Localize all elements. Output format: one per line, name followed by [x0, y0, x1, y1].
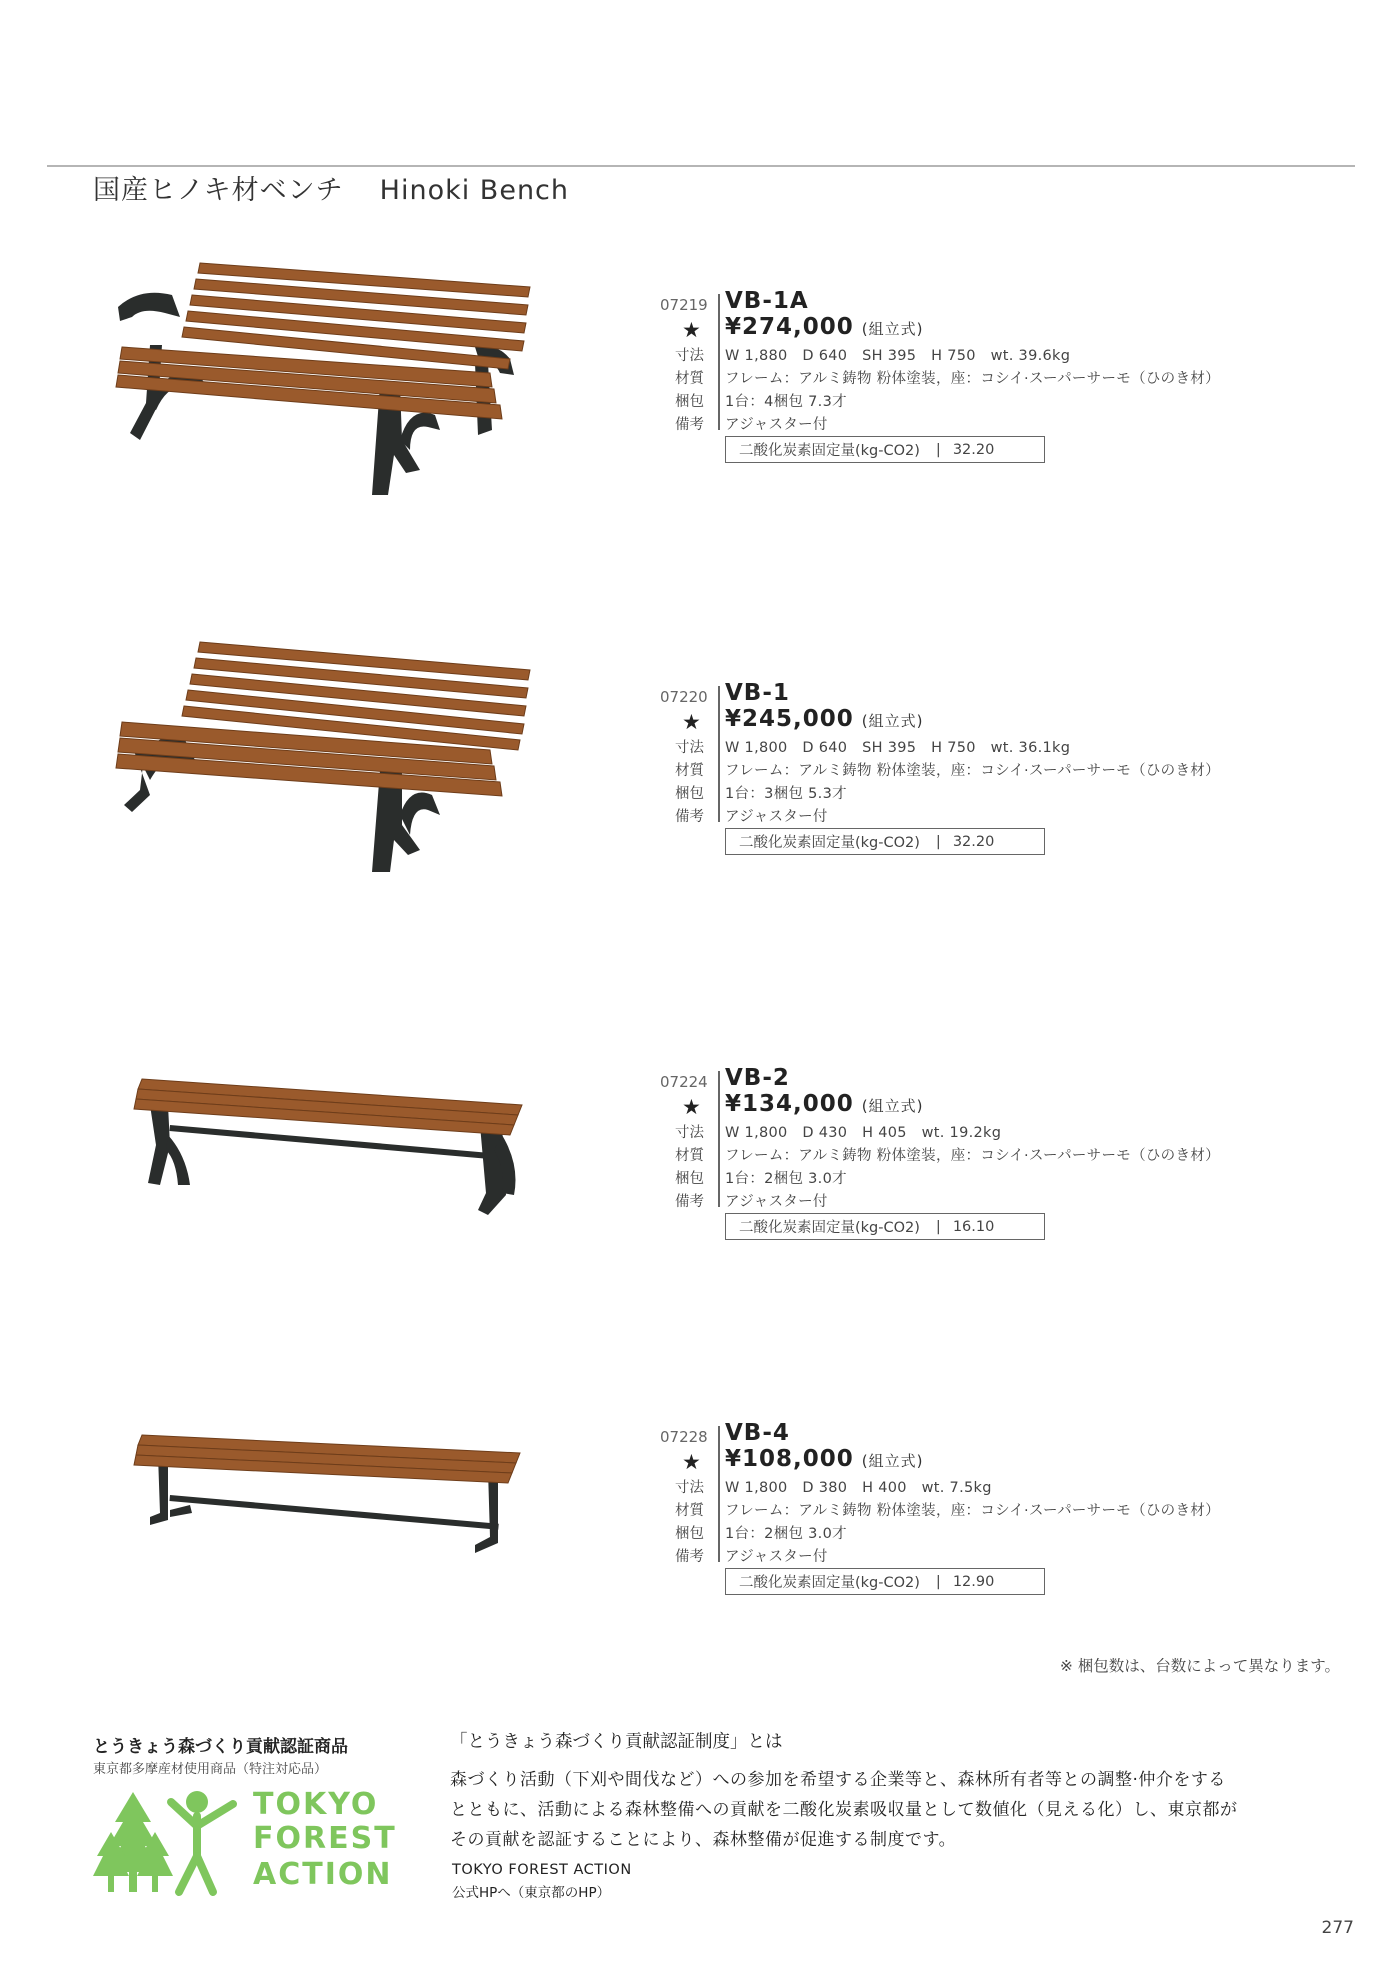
star-icon: ★: [682, 1095, 701, 1119]
top-rule: [47, 165, 1355, 167]
price-note: (組立式): [861, 320, 924, 338]
co2-value: 16.10: [952, 1218, 995, 1235]
price-value: ¥134,000: [725, 1091, 854, 1117]
logo-text-forest: FOREST: [253, 1821, 397, 1856]
divider: [718, 1426, 720, 1562]
size-value: W 1,800 D 640 SH 395 H 750 wt. 36.1kg: [725, 740, 1071, 756]
co2-separator: |: [935, 1218, 941, 1235]
material-value: フレーム：アルミ鋳物 粉体塗装，座：コシイ·スーパーサーモ（ひのき材）: [725, 371, 1220, 387]
packing-label: 梱包: [675, 394, 704, 410]
co2-separator: |: [935, 833, 941, 850]
product-code: 07224: [660, 1073, 708, 1091]
packing-label: 梱包: [675, 1526, 704, 1542]
price-value: ¥274,000: [725, 314, 854, 340]
remarks-value: アジャスター付: [725, 1549, 828, 1565]
remarks-label: 備考: [675, 417, 704, 433]
product-code: 07228: [660, 1428, 708, 1446]
remarks-label: 備考: [675, 1194, 704, 1210]
bench-image-vb-4: [130, 1425, 530, 1575]
page-title: [93, 168, 569, 207]
bench-image-vb-1: [110, 640, 540, 880]
packing-value: 1台：2梱包 3.0才: [725, 1526, 847, 1542]
co2-label: 二酸化炭素固定量(kg-CO2): [739, 1575, 920, 1591]
co2-label: 二酸化炭素固定量(kg-CO2): [739, 835, 920, 851]
star-icon: ★: [682, 710, 701, 734]
co2-label: 二酸化炭素固定量(kg-CO2): [739, 443, 920, 459]
co2-separator: |: [935, 1573, 941, 1590]
model-name: VB-1A: [725, 288, 809, 314]
material-value: フレーム：アルミ鋳物 粉体塗装，座：コシイ·スーパーサーモ（ひのき材）: [725, 1148, 1220, 1164]
divider: [718, 1071, 720, 1207]
bench-image-vb-1a: [110, 255, 540, 500]
cert-subtitle: 東京都多摩産材使用商品（特注対応品）: [93, 1762, 328, 1777]
size-label: 寸法: [675, 1125, 704, 1141]
price-value: ¥245,000: [725, 706, 854, 732]
material-value: フレーム：アルミ鋳物 粉体塗装，座：コシイ·スーパーサーモ（ひのき材）: [725, 1503, 1220, 1519]
packing-label: 梱包: [675, 1171, 704, 1187]
size-label: 寸法: [675, 740, 704, 756]
divider: [718, 294, 720, 430]
packing-value: 1台：2梱包 3.0才: [725, 1171, 847, 1187]
co2-value: 32.20: [952, 441, 995, 458]
co2-box: [725, 828, 1045, 855]
packing-value: 1台：4梱包 7.3才: [725, 394, 847, 410]
co2-box: [725, 1568, 1045, 1595]
material-value: フレーム：アルミ鋳物 粉体塗装，座：コシイ·スーパーサーモ（ひのき材）: [725, 763, 1220, 779]
size-label: 寸法: [675, 348, 704, 364]
model-name: VB-1: [725, 680, 790, 706]
material-label: 材質: [675, 763, 704, 779]
about-text-line-1: 森づくり活動（下刈や間伐など）への参加を希望する企業等と、森林所有者等との調整·仲介をする: [450, 1770, 1226, 1790]
tree-person-icon: [93, 1780, 253, 1900]
product-code: 07219: [660, 296, 708, 314]
material-label: 材質: [675, 1148, 704, 1164]
page-number: 277: [1321, 1918, 1354, 1938]
about-heading: 「とうきょう森づくり貢献認証制度」とは: [450, 1732, 783, 1752]
logo-text-action: ACTION: [253, 1857, 393, 1892]
price-note: (組立式): [861, 712, 924, 730]
price: [725, 1446, 923, 1472]
price: [725, 314, 923, 340]
packing-footnote: ※ 梱包数は、台数によって異なります。: [1059, 1657, 1340, 1675]
packing-label: 梱包: [675, 786, 704, 802]
about-text-line-3: その貢献を認証することにより、森林整備が促進する制度です。: [450, 1830, 957, 1850]
star-icon: ★: [682, 318, 701, 342]
material-label: 材質: [675, 371, 704, 387]
packing-value: 1台：3梱包 5.3才: [725, 786, 847, 802]
official-site-link[interactable]: TOKYO FOREST ACTION: [452, 1862, 632, 1878]
co2-separator: |: [935, 441, 941, 458]
size-value: W 1,800 D 380 H 400 wt. 7.5kg: [725, 1480, 992, 1496]
size-value: W 1,800 D 430 H 405 wt. 19.2kg: [725, 1125, 1002, 1141]
cert-title: とうきょう森づくり貢献認証商品: [93, 1737, 348, 1757]
co2-box: [725, 1213, 1045, 1240]
size-value: W 1,880 D 640 SH 395 H 750 wt. 39.6kg: [725, 348, 1071, 364]
divider: [718, 686, 720, 822]
co2-value: 12.90: [952, 1573, 995, 1590]
model-name: VB-2: [725, 1065, 790, 1091]
price: [725, 706, 923, 732]
remarks-label: 備考: [675, 1549, 704, 1565]
about-text-line-2: とともに、活動による森林整備への貢献を二酸化炭素吸収量として数値化（見える化）し、東京都が: [450, 1800, 1238, 1820]
co2-box: [725, 436, 1045, 463]
size-label: 寸法: [675, 1480, 704, 1496]
price: [725, 1091, 923, 1117]
model-name: VB-4: [725, 1420, 790, 1446]
remarks-value: アジャスター付: [725, 417, 828, 433]
price-value: ¥108,000: [725, 1446, 854, 1472]
material-label: 材質: [675, 1503, 704, 1519]
remarks-value: アジャスター付: [725, 1194, 828, 1210]
page-title-jp: 国産ヒノキ材ベンチ: [93, 175, 344, 206]
product-code: 07220: [660, 688, 708, 706]
remarks-value: アジャスター付: [725, 809, 828, 825]
co2-value: 32.20: [952, 833, 995, 850]
price-note: (組立式): [861, 1452, 924, 1470]
remarks-label: 備考: [675, 809, 704, 825]
price-note: (組立式): [861, 1097, 924, 1115]
official-site-link-sub[interactable]: 公式HPへ（東京都のHP）: [452, 1885, 611, 1901]
page-title-en: Hinoki Bench: [379, 175, 570, 206]
bench-image-vb-2: [130, 1075, 530, 1225]
star-icon: ★: [682, 1450, 701, 1474]
logo-text-tokyo: TOKYO: [253, 1787, 379, 1822]
co2-label: 二酸化炭素固定量(kg-CO2): [739, 1220, 920, 1236]
tokyo-forest-action-logo[interactable]: [93, 1780, 397, 1900]
